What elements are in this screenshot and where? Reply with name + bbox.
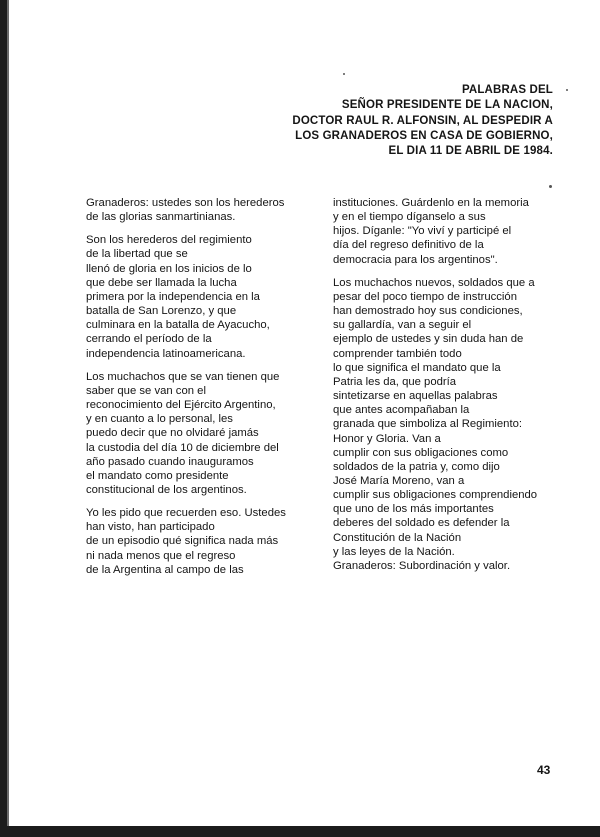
speech-title bbox=[263, 83, 553, 159]
text-line: y en el tiempo díganselo a sus bbox=[333, 211, 486, 224]
text-line: de un episodio qué significa nada más bbox=[86, 535, 279, 548]
text-line: cerrando el período de la bbox=[86, 333, 212, 346]
text-line: José María Moreno, van a bbox=[333, 474, 465, 487]
text-line: Constitución de la Nación bbox=[333, 531, 462, 544]
scan-bottom-edge bbox=[0, 826, 600, 837]
text-line: que uno de los más importantes bbox=[333, 503, 494, 516]
title-line: DOCTOR RAUL R. ALFONSIN, AL DESPEDIR A bbox=[292, 114, 553, 127]
text-line: la custodia del día 10 de diciembre del bbox=[86, 441, 279, 454]
text-line: granada que simboliza al Regimiento: bbox=[333, 418, 523, 431]
text-line: han visto, han participado bbox=[86, 521, 215, 534]
text-line: comprender también todo bbox=[333, 347, 462, 360]
text-line: constitucional de los argentinos. bbox=[86, 483, 247, 496]
paragraph bbox=[86, 196, 324, 224]
text-line: pesar del poco tiempo de instrucción bbox=[333, 290, 517, 303]
scan-speck bbox=[343, 73, 345, 75]
text-line: reconocimiento del Ejército Argentino, bbox=[86, 399, 276, 412]
text-line: su gallardía, van a seguir el bbox=[333, 319, 472, 332]
text-line: hijos. Díganle: "Yo viví y participé el bbox=[333, 225, 512, 238]
text-line: cumplir con sus obligaciones como bbox=[333, 446, 509, 459]
text-line: lo que significa el mandato que la bbox=[333, 361, 501, 374]
paragraph bbox=[86, 233, 324, 360]
text-line: sintetizarse en aquellas palabras bbox=[333, 390, 498, 403]
text-line: han demostrado hoy sus condiciones, bbox=[333, 305, 523, 318]
paragraph bbox=[86, 370, 324, 497]
title-line: LOS GRANADEROS EN CASA DE GOBIERNO, bbox=[295, 129, 553, 142]
title-line: PALABRAS DEL bbox=[461, 84, 553, 96]
text-line: de la libertad que se bbox=[86, 248, 188, 261]
paragraph bbox=[86, 506, 324, 577]
text-line: culminara en la batalla de Ayacucho, bbox=[86, 319, 270, 332]
text-line: democracia para los argentinos". bbox=[333, 253, 498, 266]
text-line: Yo les pido que recuerden eso. Ustedes bbox=[86, 507, 286, 520]
text-line: cumplir sus obligaciones comprendiendo bbox=[333, 489, 538, 502]
text-line: que debe ser llamada la lucha bbox=[86, 276, 237, 289]
scan-left-edge-shadow bbox=[7, 0, 9, 837]
text-line: independencia latinoamericana. bbox=[86, 347, 246, 360]
text-line: de las glorias sanmartinianas. bbox=[86, 211, 236, 224]
scan-speck bbox=[566, 89, 568, 91]
right-column bbox=[333, 196, 555, 582]
paragraph bbox=[333, 196, 555, 267]
paragraph bbox=[333, 276, 555, 573]
text-line: Granaderos: Subordinación y valor. bbox=[333, 559, 511, 572]
page-number: 43 bbox=[537, 763, 551, 777]
text-line: llenó de gloria en los inicios de lo bbox=[86, 262, 252, 275]
text-line: Los muchachos nuevos, soldados que a bbox=[333, 276, 535, 289]
text-line: Honor y Gloria. Van a bbox=[333, 432, 441, 445]
text-line: primera por la independencia en la bbox=[86, 290, 260, 303]
text-line: que antes acompañaban la bbox=[333, 404, 470, 417]
text-line: deberes del soldado es defender la bbox=[333, 517, 510, 530]
text-line: Patria les da, que podría bbox=[333, 375, 457, 388]
text-line: saber que se van con el bbox=[86, 384, 206, 397]
text-line: instituciones. Guárdenlo en la memoria bbox=[333, 197, 529, 209]
text-line: puedo decir que no olvidaré jamás bbox=[86, 427, 259, 440]
text-line: Son los herederos del regimiento bbox=[86, 234, 252, 247]
scan-left-edge bbox=[0, 0, 7, 837]
text-line: y en cuanto a lo personal, les bbox=[86, 413, 233, 426]
scan-speck bbox=[549, 185, 552, 188]
text-line: año pasado cuando inauguramos bbox=[86, 455, 254, 468]
text-line: y las leyes de la Nación. bbox=[333, 545, 455, 558]
title-line: EL DIA 11 DE ABRIL DE 1984. bbox=[388, 145, 553, 158]
text-line: batalla de San Lorenzo, y que bbox=[86, 305, 237, 318]
text-line: ni nada menos que el regreso bbox=[86, 549, 236, 562]
text-line: ejemplo de ustedes y sin duda han de bbox=[333, 333, 524, 346]
text-line: Granaderos: ustedes son los herederos bbox=[86, 197, 285, 209]
title-line: SEÑOR PRESIDENTE DE LA NACION, bbox=[341, 99, 553, 112]
text-line: Los muchachos que se van tienen que bbox=[86, 370, 280, 383]
text-line: de la Argentina al campo de las bbox=[86, 563, 244, 576]
text-line: día del regreso definitivo de la bbox=[333, 239, 484, 252]
text-line: el mandato como presidente bbox=[86, 469, 229, 482]
text-line: soldados de la patria y, como dijo bbox=[333, 460, 500, 473]
left-column bbox=[86, 196, 324, 586]
